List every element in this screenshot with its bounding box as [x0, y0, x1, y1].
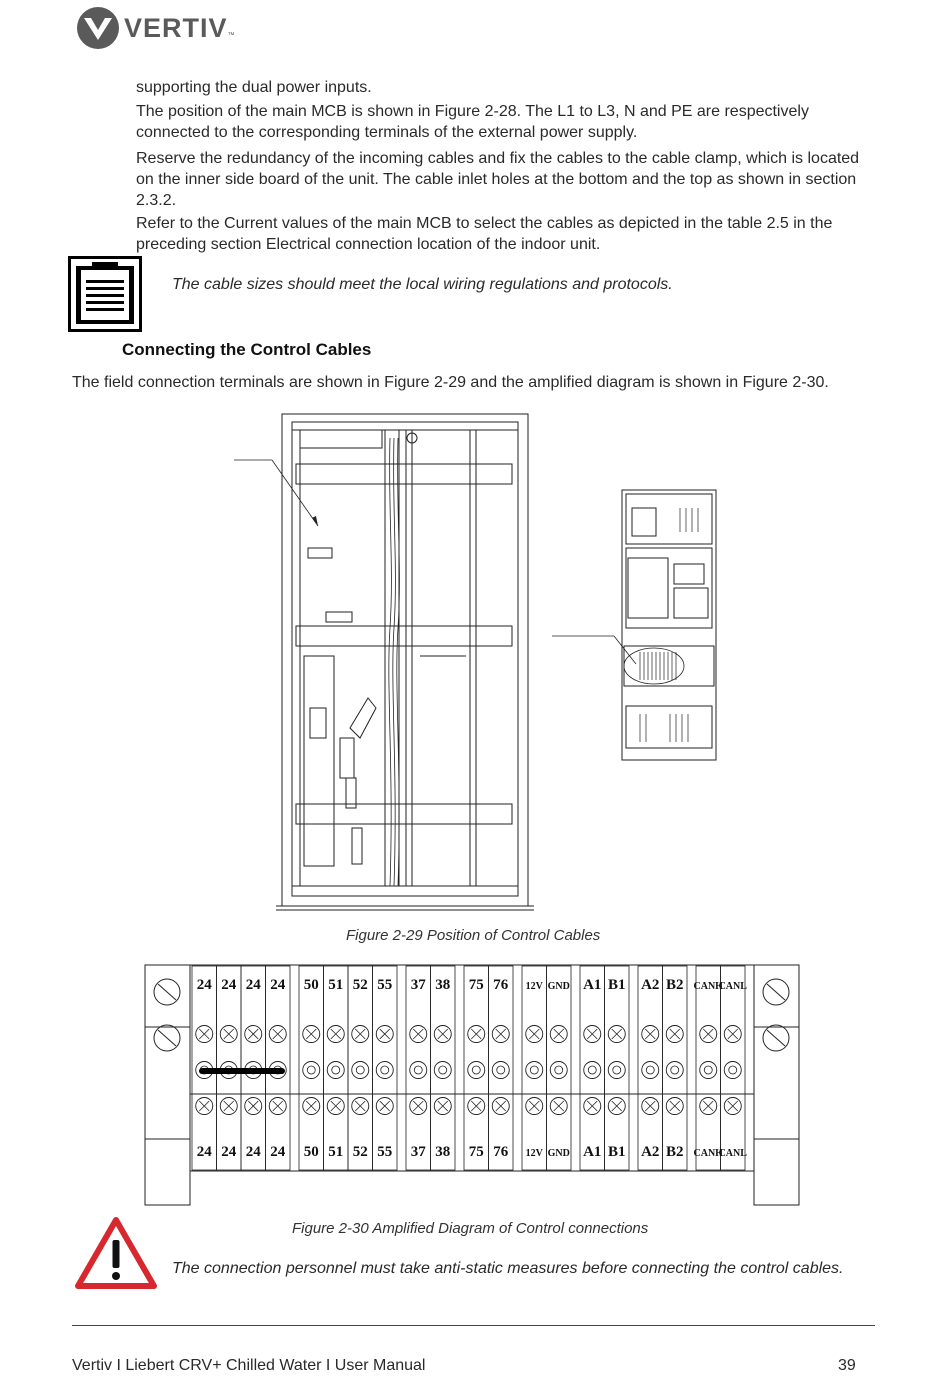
terminal-label-bottom: 24	[221, 1144, 237, 1160]
terminal-label-top: 38	[435, 977, 451, 993]
terminal-12v	[522, 966, 547, 1170]
terminal-label-bottom: CANH	[693, 1148, 723, 1159]
terminal-label-top: 75	[468, 977, 484, 993]
terminal-label-bottom: CANL	[718, 1148, 747, 1159]
terminal-screw-icon[interactable]	[410, 1062, 427, 1079]
terminal-76	[489, 966, 514, 1170]
terminal-a2	[638, 966, 663, 1170]
terminal-label-top: B2	[665, 977, 684, 993]
terminal-label-bottom: 37	[410, 1144, 426, 1160]
terminal-label-top: GND	[547, 981, 570, 992]
terminal-50	[299, 966, 324, 1170]
terminal-screw-icon[interactable]	[492, 1062, 509, 1079]
terminal-label-bottom: B1	[607, 1144, 626, 1160]
figure-2-29-caption: Figure 2-29 Position of Control Cables	[346, 927, 601, 944]
terminal-screw-icon[interactable]	[352, 1062, 369, 1079]
terminal-label-top: 76	[493, 977, 509, 993]
terminal-screw-icon[interactable]	[584, 1062, 601, 1079]
terminal-screw-icon[interactable]	[724, 1062, 741, 1079]
terminal-75	[464, 966, 489, 1170]
terminal-55	[373, 966, 398, 1170]
terminal-label-top: 50	[303, 977, 319, 993]
terminal-screw-icon[interactable]	[666, 1062, 683, 1079]
warning-triangle-icon	[74, 1216, 158, 1290]
terminal-label-bottom: 38	[435, 1144, 451, 1160]
terminal-label-bottom: 51	[328, 1144, 344, 1160]
terminal-label-bottom: B2	[665, 1144, 684, 1160]
warning-text: The connection personnel must take anti-static measures before connecting the control cables.	[172, 1260, 844, 1277]
brand-name: VERTIV™	[124, 13, 236, 43]
terminal-label-top: A2	[641, 977, 660, 993]
terminal-label-bottom: 12V	[525, 1148, 543, 1159]
intro-paragraph: The field connection terminals are shown in Figure 2-29 and the amplified diagram is shown in Figure 2-30.	[72, 374, 829, 391]
section-title: Connecting the Control Cables	[122, 340, 372, 359]
terminal-screw-icon[interactable]	[526, 1062, 543, 1079]
terminal-b2	[663, 966, 688, 1170]
page-number: 39	[838, 1357, 856, 1374]
terminal-screw-icon[interactable]	[327, 1062, 344, 1079]
terminal-label-bottom: A2	[641, 1144, 660, 1160]
paragraph-3: Reserve the redundancy of the incoming cables and fix the cables to the cable clamp, which is located on the inner side board of the unit. The cable inlet holes at the bottom and the top as shown in section 2.3.2.	[136, 150, 860, 209]
terminal-screw-icon[interactable]	[376, 1062, 393, 1079]
terminal-label-bottom: 24	[245, 1144, 261, 1160]
terminal-a1	[580, 966, 605, 1170]
note-clipboard-icon	[68, 256, 142, 332]
terminal-label-bottom: A1	[583, 1144, 602, 1160]
terminal-label-bottom: 24	[270, 1144, 286, 1160]
terminal-canh	[694, 966, 724, 1170]
paragraph-1: supporting the dual power inputs.	[136, 79, 372, 96]
figure-terminal-strip	[144, 964, 800, 1208]
terminal-52	[348, 966, 373, 1170]
terminal-38	[431, 966, 456, 1170]
footer-divider	[72, 1325, 875, 1326]
terminal-screw-icon[interactable]	[434, 1062, 451, 1079]
note-text: The cable sizes should meet the local wiring regulations and protocols.	[172, 276, 673, 293]
terminal-canl	[719, 966, 748, 1170]
vertiv-mark-icon	[76, 6, 120, 50]
terminal-screw-icon[interactable]	[700, 1062, 717, 1079]
terminal-label-top: 51	[328, 977, 344, 993]
terminal-label-top: 37	[410, 977, 426, 993]
terminal-label-bottom: 50	[303, 1144, 319, 1160]
paragraph-4: Refer to the Current values of the main MCB to select the cables as depicted in the table 2.5 in the preceding section Electrical connection location of the indoor unit.	[136, 215, 833, 253]
terminal-b1	[605, 966, 630, 1170]
paragraph-2: The position of the main MCB is shown in Figure 2-28. The L1 to L3, N and PE are respectively connected to the corresponding terminals of the external power supply.	[136, 103, 809, 141]
terminal-screw-icon[interactable]	[608, 1062, 625, 1079]
terminal-label-bottom: 52	[352, 1144, 368, 1160]
terminal-label-top: 52	[352, 977, 368, 993]
terminal-label-top: B1	[607, 977, 626, 993]
terminal-screw-icon[interactable]	[303, 1062, 320, 1079]
terminal-screw-icon[interactable]	[468, 1062, 485, 1079]
terminal-label-top: 24	[270, 977, 286, 993]
terminal-gnd	[547, 966, 572, 1170]
terminal-label-top: CANH	[693, 981, 723, 992]
terminal-label-top: 24	[196, 977, 212, 993]
terminal-label-top: CANL	[718, 981, 747, 992]
terminal-screw-icon[interactable]	[642, 1062, 659, 1079]
terminal-label-top: A1	[583, 977, 602, 993]
terminal-label-top: 24	[221, 977, 237, 993]
figure-control-cable-position	[230, 408, 730, 913]
terminal-label-bottom: GND	[547, 1148, 570, 1159]
terminal-label-top: 55	[377, 977, 393, 993]
terminal-screw-icon[interactable]	[550, 1062, 567, 1079]
footer-title: Vertiv I Liebert CRV+ Chilled Water I User Manual	[72, 1357, 426, 1374]
terminal-37	[406, 966, 431, 1170]
terminal-label-bottom: 24	[196, 1144, 212, 1160]
terminal-label-bottom: 75	[468, 1144, 484, 1160]
terminal-label-top: 12V	[525, 981, 543, 992]
terminal-label-top: 24	[245, 977, 261, 993]
terminal-label-bottom: 76	[493, 1144, 509, 1160]
figure-2-30-caption: Figure 2-30 Amplified Diagram of Control connections	[292, 1220, 649, 1237]
terminal-label-bottom: 55	[377, 1144, 393, 1160]
terminal-51	[324, 966, 349, 1170]
